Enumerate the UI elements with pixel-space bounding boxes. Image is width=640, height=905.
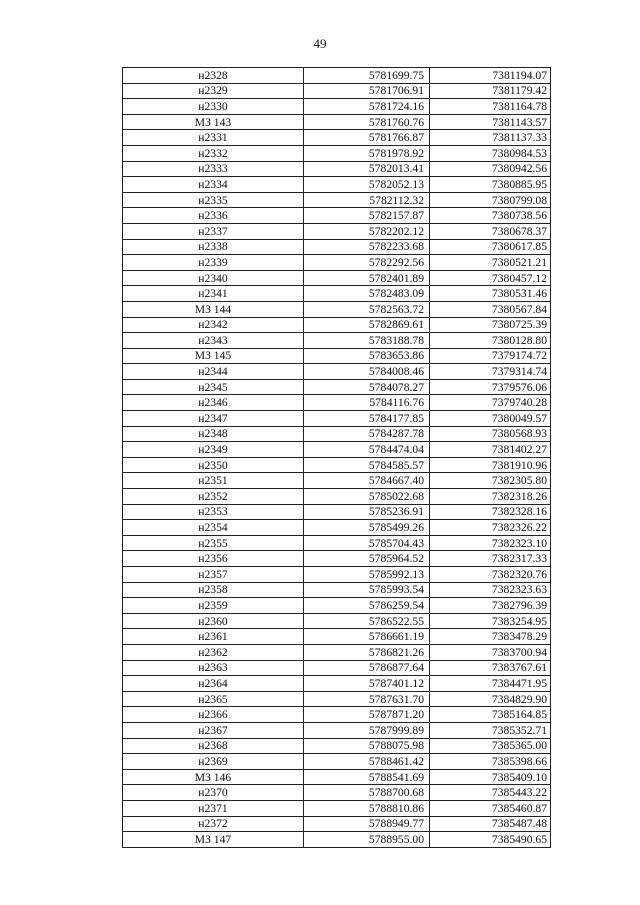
table-row — [123, 660, 551, 676]
x-coordinate-cell: 5787871.20 — [304, 707, 430, 723]
y-coordinate-cell: 7381179.42 — [430, 83, 551, 99]
point-name-cell: н2355 — [123, 535, 304, 551]
y-coordinate-cell: 7380049.57 — [430, 411, 551, 427]
y-coordinate-cell: 7385164.85 — [430, 707, 551, 723]
x-coordinate-cell: 5786821.26 — [304, 644, 430, 660]
y-coordinate-cell: 7381402.27 — [430, 442, 551, 458]
y-coordinate-cell: 7385460.87 — [430, 800, 551, 816]
y-coordinate-cell: 7380568.93 — [430, 426, 551, 442]
x-coordinate-cell: 5784585.57 — [304, 457, 430, 473]
x-coordinate-cell: 5782112.32 — [304, 192, 430, 208]
y-coordinate-cell: 7379314.74 — [430, 364, 551, 380]
table-row — [123, 270, 551, 286]
table-row — [123, 317, 551, 333]
point-name-cell: н2359 — [123, 598, 304, 614]
table-row — [123, 395, 551, 411]
y-coordinate-cell: 7381143.57 — [430, 114, 551, 130]
point-name-cell: н2368 — [123, 738, 304, 754]
y-coordinate-cell: 7382323.10 — [430, 535, 551, 551]
table-row — [123, 551, 551, 567]
point-name-cell: н2365 — [123, 691, 304, 707]
table-row — [123, 239, 551, 255]
table-row — [123, 83, 551, 99]
point-name-cell: н2333 — [123, 161, 304, 177]
table-row — [123, 504, 551, 520]
table-row — [123, 223, 551, 239]
x-coordinate-cell: 5787401.12 — [304, 676, 430, 692]
y-coordinate-cell: 7380128.80 — [430, 333, 551, 349]
y-coordinate-cell: 7380984.53 — [430, 145, 551, 161]
point-name-cell: МЗ 146 — [123, 769, 304, 785]
y-coordinate-cell: 7381910.96 — [430, 457, 551, 473]
y-coordinate-cell: 7380942.56 — [430, 161, 551, 177]
point-name-cell: н2353 — [123, 504, 304, 520]
point-name-cell: н2342 — [123, 317, 304, 333]
table-row — [123, 629, 551, 645]
y-coordinate-cell: 7380799.08 — [430, 192, 551, 208]
table-row — [123, 489, 551, 505]
x-coordinate-cell: 5782869.61 — [304, 317, 430, 333]
point-name-cell: н2356 — [123, 551, 304, 567]
y-coordinate-cell: 7385365.00 — [430, 738, 551, 754]
y-coordinate-cell: 7385487.48 — [430, 816, 551, 832]
point-name-cell: н2354 — [123, 520, 304, 536]
x-coordinate-cell: 5783653.86 — [304, 348, 430, 364]
point-name-cell: н2341 — [123, 286, 304, 302]
x-coordinate-cell: 5784667.40 — [304, 473, 430, 489]
coordinates-table — [122, 67, 551, 848]
table-row — [123, 613, 551, 629]
y-coordinate-cell: 7381194.07 — [430, 68, 551, 84]
point-name-cell: н2343 — [123, 333, 304, 349]
x-coordinate-cell: 5787999.89 — [304, 722, 430, 738]
y-coordinate-cell: 7382328.16 — [430, 504, 551, 520]
x-coordinate-cell: 5785022.68 — [304, 489, 430, 505]
x-coordinate-cell: 5782233.68 — [304, 239, 430, 255]
point-name-cell: н2362 — [123, 644, 304, 660]
table-row — [123, 333, 551, 349]
table-row — [123, 130, 551, 146]
x-coordinate-cell: 5782052.13 — [304, 177, 430, 193]
point-name-cell: н2339 — [123, 255, 304, 271]
x-coordinate-cell: 5784116.76 — [304, 395, 430, 411]
y-coordinate-cell: 7380725.39 — [430, 317, 551, 333]
point-name-cell: н2344 — [123, 364, 304, 380]
x-coordinate-cell: 5788075.98 — [304, 738, 430, 754]
point-name-cell: н2361 — [123, 629, 304, 645]
x-coordinate-cell: 5788541.69 — [304, 769, 430, 785]
table-row — [123, 192, 551, 208]
y-coordinate-cell: 7385398.66 — [430, 754, 551, 770]
table-row — [123, 348, 551, 364]
table-row — [123, 255, 551, 271]
point-name-cell: н2369 — [123, 754, 304, 770]
x-coordinate-cell: 5788700.68 — [304, 785, 430, 801]
table-row — [123, 785, 551, 801]
table-row — [123, 286, 551, 302]
x-coordinate-cell: 5781699.75 — [304, 68, 430, 84]
table-row — [123, 535, 551, 551]
point-name-cell: н2330 — [123, 99, 304, 115]
x-coordinate-cell: 5785236.91 — [304, 504, 430, 520]
table-row — [123, 754, 551, 770]
table-row — [123, 364, 551, 380]
table-row — [123, 411, 551, 427]
table-row — [123, 301, 551, 317]
point-name-cell: н2372 — [123, 816, 304, 832]
point-name-cell: н2331 — [123, 130, 304, 146]
x-coordinate-cell: 5783188.78 — [304, 333, 430, 349]
y-coordinate-cell: 7383478.29 — [430, 629, 551, 645]
x-coordinate-cell: 5788955.00 — [304, 832, 430, 848]
x-coordinate-cell: 5784177.85 — [304, 411, 430, 427]
x-coordinate-cell: 5782157.87 — [304, 208, 430, 224]
y-coordinate-cell: 7381164.78 — [430, 99, 551, 115]
table-row — [123, 426, 551, 442]
point-name-cell: н2346 — [123, 395, 304, 411]
y-coordinate-cell: 7380885.95 — [430, 177, 551, 193]
table-row — [123, 816, 551, 832]
table-row — [123, 520, 551, 536]
table-row — [123, 379, 551, 395]
table-row — [123, 473, 551, 489]
point-name-cell: н2347 — [123, 411, 304, 427]
point-name-cell: н2366 — [123, 707, 304, 723]
y-coordinate-cell: 7384829.90 — [430, 691, 551, 707]
x-coordinate-cell: 5782013.41 — [304, 161, 430, 177]
table-row — [123, 598, 551, 614]
x-coordinate-cell: 5788810.86 — [304, 800, 430, 816]
y-coordinate-cell: 7380521.21 — [430, 255, 551, 271]
y-coordinate-cell: 7385352.71 — [430, 722, 551, 738]
coordinates-table-body — [123, 68, 551, 848]
x-coordinate-cell: 5785964.52 — [304, 551, 430, 567]
x-coordinate-cell: 5786661.19 — [304, 629, 430, 645]
x-coordinate-cell: 5785499.26 — [304, 520, 430, 536]
y-coordinate-cell: 7383767.61 — [430, 660, 551, 676]
x-coordinate-cell: 5784078.27 — [304, 379, 430, 395]
y-coordinate-cell: 7380567.84 — [430, 301, 551, 317]
table-row — [123, 582, 551, 598]
x-coordinate-cell: 5781724.16 — [304, 99, 430, 115]
table-row — [123, 738, 551, 754]
point-name-cell: н2338 — [123, 239, 304, 255]
table-row — [123, 691, 551, 707]
x-coordinate-cell: 5788949.77 — [304, 816, 430, 832]
table-row — [123, 114, 551, 130]
point-name-cell: н2335 — [123, 192, 304, 208]
table-row — [123, 177, 551, 193]
y-coordinate-cell: 7380531.46 — [430, 286, 551, 302]
x-coordinate-cell: 5782401.89 — [304, 270, 430, 286]
x-coordinate-cell: 5788461.42 — [304, 754, 430, 770]
x-coordinate-cell: 5782292.56 — [304, 255, 430, 271]
x-coordinate-cell: 5781760.76 — [304, 114, 430, 130]
x-coordinate-cell: 5785993.54 — [304, 582, 430, 598]
table-row — [123, 567, 551, 583]
point-name-cell: н2328 — [123, 68, 304, 84]
y-coordinate-cell: 7379740.28 — [430, 395, 551, 411]
y-coordinate-cell: 7385490.65 — [430, 832, 551, 848]
point-name-cell: н2350 — [123, 457, 304, 473]
table-row — [123, 99, 551, 115]
y-coordinate-cell: 7385443.22 — [430, 785, 551, 801]
table-row — [123, 722, 551, 738]
point-name-cell: н2340 — [123, 270, 304, 286]
y-coordinate-cell: 7382796.39 — [430, 598, 551, 614]
point-name-cell: н2364 — [123, 676, 304, 692]
y-coordinate-cell: 7381137.33 — [430, 130, 551, 146]
point-name-cell: н2349 — [123, 442, 304, 458]
point-name-cell: н2360 — [123, 613, 304, 629]
x-coordinate-cell: 5785704.43 — [304, 535, 430, 551]
point-name-cell: н2351 — [123, 473, 304, 489]
point-name-cell: н2363 — [123, 660, 304, 676]
x-coordinate-cell: 5781706.91 — [304, 83, 430, 99]
y-coordinate-cell: 7380738.56 — [430, 208, 551, 224]
table-row — [123, 68, 551, 84]
y-coordinate-cell: 7379174.72 — [430, 348, 551, 364]
y-coordinate-cell: 7385409.10 — [430, 769, 551, 785]
point-name-cell: МЗ 144 — [123, 301, 304, 317]
x-coordinate-cell: 5784008.46 — [304, 364, 430, 380]
y-coordinate-cell: 7383254.95 — [430, 613, 551, 629]
x-coordinate-cell: 5785992.13 — [304, 567, 430, 583]
x-coordinate-cell: 5782202.12 — [304, 223, 430, 239]
x-coordinate-cell: 5784287.78 — [304, 426, 430, 442]
table-row — [123, 676, 551, 692]
point-name-cell: н2352 — [123, 489, 304, 505]
table-row — [123, 161, 551, 177]
table-row — [123, 208, 551, 224]
table-row — [123, 145, 551, 161]
x-coordinate-cell: 5786259.54 — [304, 598, 430, 614]
y-coordinate-cell: 7383700.94 — [430, 644, 551, 660]
page-number: 49 — [313, 36, 327, 51]
y-coordinate-cell: 7380617.85 — [430, 239, 551, 255]
x-coordinate-cell: 5787631.70 — [304, 691, 430, 707]
point-name-cell: н2334 — [123, 177, 304, 193]
y-coordinate-cell: 7382317.33 — [430, 551, 551, 567]
point-name-cell: МЗ 143 — [123, 114, 304, 130]
y-coordinate-cell: 7382323.63 — [430, 582, 551, 598]
x-coordinate-cell: 5786522.55 — [304, 613, 430, 629]
table-row — [123, 800, 551, 816]
x-coordinate-cell: 5784474.04 — [304, 442, 430, 458]
y-coordinate-cell: 7384471.95 — [430, 676, 551, 692]
y-coordinate-cell: 7379576.06 — [430, 379, 551, 395]
y-coordinate-cell: 7382320.76 — [430, 567, 551, 583]
point-name-cell: н2348 — [123, 426, 304, 442]
point-name-cell: н2337 — [123, 223, 304, 239]
x-coordinate-cell: 5781978.92 — [304, 145, 430, 161]
y-coordinate-cell: 7382326.22 — [430, 520, 551, 536]
point-name-cell: н2332 — [123, 145, 304, 161]
point-name-cell: н2371 — [123, 800, 304, 816]
y-coordinate-cell: 7382305.80 — [430, 473, 551, 489]
x-coordinate-cell: 5782483.09 — [304, 286, 430, 302]
point-name-cell: н2370 — [123, 785, 304, 801]
x-coordinate-cell: 5781766.87 — [304, 130, 430, 146]
point-name-cell: н2357 — [123, 567, 304, 583]
point-name-cell: н2336 — [123, 208, 304, 224]
table-row — [123, 644, 551, 660]
table-row — [123, 832, 551, 848]
x-coordinate-cell: 5786877.64 — [304, 660, 430, 676]
table-row — [123, 769, 551, 785]
x-coordinate-cell: 5782563.72 — [304, 301, 430, 317]
point-name-cell: н2345 — [123, 379, 304, 395]
point-name-cell: н2367 — [123, 722, 304, 738]
y-coordinate-cell: 7382318.26 — [430, 489, 551, 505]
table-row — [123, 457, 551, 473]
point-name-cell: н2358 — [123, 582, 304, 598]
point-name-cell: МЗ 145 — [123, 348, 304, 364]
point-name-cell: н2329 — [123, 83, 304, 99]
table-row — [123, 442, 551, 458]
y-coordinate-cell: 7380457.12 — [430, 270, 551, 286]
point-name-cell: МЗ 147 — [123, 832, 304, 848]
table-row — [123, 707, 551, 723]
y-coordinate-cell: 7380678.37 — [430, 223, 551, 239]
